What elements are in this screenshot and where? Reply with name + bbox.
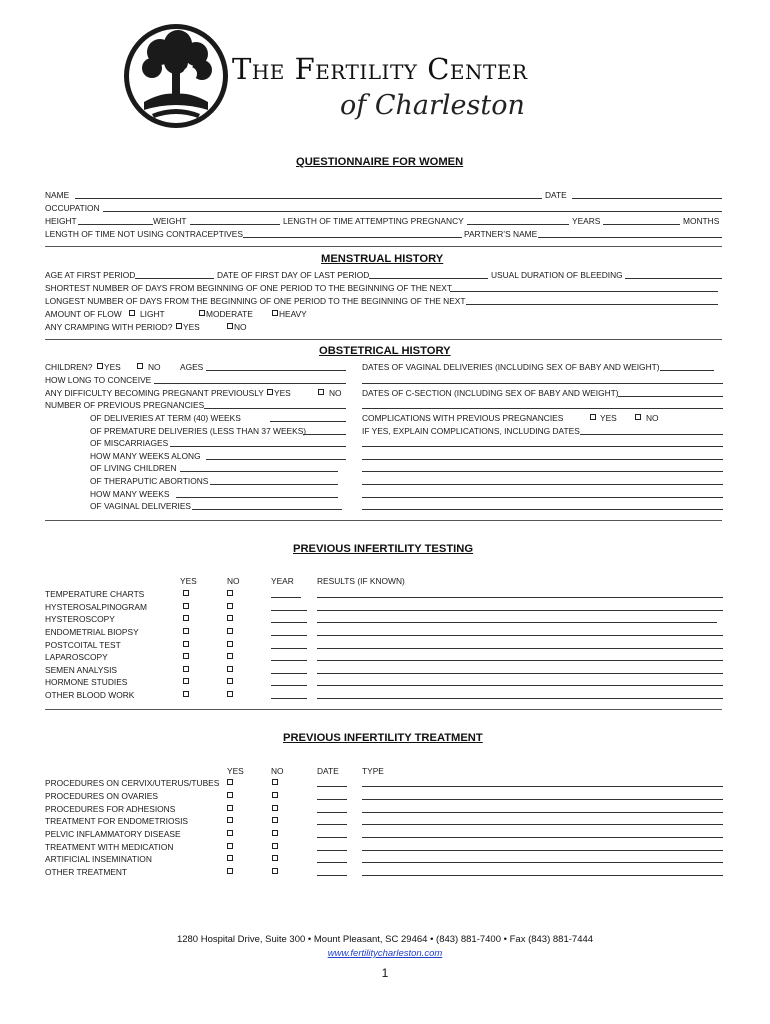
treatment-col-no: NO	[271, 766, 284, 776]
partners-name-field[interactable]	[538, 237, 722, 238]
testing-col-yes: YES	[180, 576, 197, 586]
sub-item-label: OF VAGINAL DELIVERIES	[90, 501, 191, 511]
length-attempting-label: LENGTH OF TIME ATTEMPTING PREGNANCY	[283, 216, 464, 226]
difficulty-no-checkbox[interactable]	[318, 389, 324, 395]
treatment-yes-checkbox[interactable]	[227, 805, 233, 811]
complications-no-label: NO	[646, 413, 659, 423]
testing-item-label: POSTCOITAL TEST	[45, 640, 121, 650]
testing-results-field[interactable]	[317, 610, 723, 611]
explain-line[interactable]	[362, 459, 723, 460]
testing-yes-checkbox[interactable]	[183, 590, 189, 596]
treatment-date-field[interactable]	[317, 812, 347, 813]
website-link[interactable]: www.fertilitycharleston.com	[327, 948, 443, 959]
treatment-no-checkbox[interactable]	[272, 805, 278, 811]
treatment-date-field[interactable]	[317, 837, 347, 838]
testing-results-field[interactable]	[317, 660, 723, 661]
name-label: NAME	[45, 190, 70, 200]
children-yes-checkbox[interactable]	[97, 363, 103, 369]
testing-item-label: LAPAROSCOPY	[45, 652, 108, 662]
testing-item-label: SEMEN ANALYSIS	[45, 665, 117, 675]
treatment-type-field[interactable]	[362, 850, 723, 851]
years-field[interactable]	[603, 224, 680, 225]
children-no-checkbox[interactable]	[137, 363, 143, 369]
height-field[interactable]	[78, 224, 153, 225]
treatment-item-label: TREATMENT FOR ENDOMETRIOSIS	[45, 816, 188, 826]
sub-item-field[interactable]	[303, 434, 346, 435]
months-label: MONTHS	[683, 216, 720, 226]
treatment-item-label: PELVIC INFLAMMATORY DISEASE	[45, 829, 181, 839]
testing-no-checkbox[interactable]	[227, 653, 233, 659]
treatment-no-checkbox[interactable]	[272, 792, 278, 798]
difficulty-yes-checkbox[interactable]	[267, 389, 273, 395]
complications-yes-checkbox[interactable]	[590, 414, 596, 420]
sub-item-field[interactable]	[170, 446, 346, 447]
sub-item-field[interactable]	[210, 484, 338, 485]
sub-item-label: OF PREMATURE DELIVERIES (LESS THAN 37 WEEKS)	[90, 426, 307, 436]
treatment-type-field[interactable]	[362, 875, 723, 876]
name-field[interactable]	[75, 198, 542, 199]
treatment-yes-checkbox[interactable]	[227, 779, 233, 785]
treatment-yes-checkbox[interactable]	[227, 843, 233, 849]
treatment-type-field[interactable]	[362, 799, 723, 800]
usual-duration-field[interactable]	[625, 278, 722, 279]
weight-field[interactable]	[190, 224, 280, 225]
treatment-no-checkbox[interactable]	[272, 817, 278, 823]
testing-yes-checkbox[interactable]	[183, 666, 189, 672]
treatment-type-field[interactable]	[362, 812, 723, 813]
testing-no-checkbox[interactable]	[227, 678, 233, 684]
footer-website-row	[0, 948, 770, 959]
footer-address: 1280 Hospital Drive, Suite 300 • Mount Pleasant, SC 29464 • (843) 881-7400 • Fax (843) 881-7444	[176, 934, 594, 945]
treatment-item-label: OTHER TREATMENT	[45, 867, 128, 877]
sub-item-label: HOW MANY WEEKS ALONG	[90, 451, 201, 461]
explain-line[interactable]	[362, 446, 723, 447]
flow-moderate-checkbox[interactable]	[199, 310, 205, 316]
explain-line[interactable]	[362, 471, 723, 472]
treatment-type-field[interactable]	[362, 862, 723, 863]
complications-no-checkbox[interactable]	[635, 414, 641, 420]
dates-vaginal-field-2[interactable]	[362, 383, 723, 384]
divider	[45, 709, 722, 710]
testing-item-label: ENDOMETRIAL BIOPSY	[45, 627, 139, 637]
usual-duration-label: USUAL DURATION OF BLEEDING	[491, 270, 623, 280]
cramping-yes-checkbox[interactable]	[176, 323, 182, 329]
flow-heavy-label: HEAVY	[279, 309, 307, 319]
flow-light-checkbox[interactable]	[129, 310, 135, 316]
testing-yes-checkbox[interactable]	[183, 603, 189, 609]
page-number: 1	[381, 966, 389, 980]
treatment-yes-checkbox[interactable]	[227, 830, 233, 836]
flow-light-label: LIGHT	[140, 309, 165, 319]
sub-item-label: OF LIVING CHILDREN	[90, 463, 177, 473]
testing-yes-checkbox[interactable]	[183, 641, 189, 647]
testing-item-label: HORMONE STUDIES	[45, 677, 128, 687]
cramping-label: ANY CRAMPING WITH PERIOD?	[45, 322, 173, 332]
treatment-item-label: PROCEDURES ON OVARIES	[45, 791, 158, 801]
treatment-yes-checkbox[interactable]	[227, 868, 233, 874]
amount-of-flow-label: AMOUNT OF FLOW	[45, 309, 122, 319]
testing-yes-checkbox[interactable]	[183, 628, 189, 634]
testing-no-checkbox[interactable]	[227, 641, 233, 647]
logo-title: The Fertility Center	[232, 52, 528, 86]
treatment-item-label: TREATMENT WITH MEDICATION	[45, 842, 174, 852]
testing-year-field[interactable]	[271, 597, 301, 598]
sub-item-field[interactable]	[192, 509, 342, 510]
flow-moderate-label: MODERATE	[206, 309, 253, 319]
sub-item-field[interactable]	[206, 459, 346, 460]
sub-item-field[interactable]	[176, 497, 338, 498]
tree-logo-icon	[122, 22, 230, 130]
testing-yes-checkbox[interactable]	[183, 691, 189, 697]
treatment-no-checkbox[interactable]	[272, 830, 278, 836]
explain-line[interactable]	[362, 509, 723, 510]
testing-no-checkbox[interactable]	[227, 691, 233, 697]
length-no-contraceptives-field[interactable]	[243, 237, 462, 238]
treatment-yes-checkbox[interactable]	[227, 855, 233, 861]
testing-no-checkbox[interactable]	[227, 603, 233, 609]
testing-results-field[interactable]	[317, 597, 723, 598]
height-label: HEIGHT	[45, 216, 77, 226]
treatment-item-label: PROCEDURES ON CERVIX/UTERUS/TUBES	[45, 778, 220, 788]
children-no-label: NO	[148, 362, 161, 372]
dates-vaginal-field[interactable]	[660, 370, 714, 371]
treatment-col-date: DATE	[317, 766, 339, 776]
testing-year-field[interactable]	[271, 660, 307, 661]
testing-item-label: HYSTEROSALPINOGRAM	[45, 602, 147, 612]
treatment-no-checkbox[interactable]	[272, 779, 278, 785]
if-yes-label: IF YES, EXPLAIN COMPLICATIONS, INCLUDING DATES	[362, 426, 580, 436]
menstrual-history-title: MENSTRUAL HISTORY	[321, 253, 444, 265]
length-attempting-field[interactable]	[467, 224, 569, 225]
testing-item-label: OTHER BLOOD WORK	[45, 690, 135, 700]
if-yes-field[interactable]	[580, 434, 723, 435]
occupation-label: OCCUPATION	[45, 203, 100, 213]
sub-item-label: OF THERAPUTIC ABORTIONS	[90, 476, 209, 486]
form-title: QUESTIONNAIRE FOR WOMEN	[296, 156, 464, 168]
treatment-date-field[interactable]	[317, 786, 347, 787]
number-prev-field[interactable]	[204, 408, 346, 409]
treatment-date-field[interactable]	[317, 799, 347, 800]
testing-no-checkbox[interactable]	[227, 628, 233, 634]
partners-name-label: PARTNER’S NAME	[464, 229, 538, 239]
testing-results-field[interactable]	[317, 673, 723, 674]
testing-yes-checkbox[interactable]	[183, 615, 189, 621]
difficulty-yes-label: YES	[274, 388, 291, 398]
flow-heavy-checkbox[interactable]	[272, 310, 278, 316]
testing-results-field[interactable]	[317, 685, 723, 686]
treatment-date-field[interactable]	[317, 850, 347, 851]
testing-no-checkbox[interactable]	[227, 666, 233, 672]
ages-field[interactable]	[206, 370, 346, 371]
treatment-date-field[interactable]	[317, 875, 347, 876]
shortest-days-field[interactable]	[450, 291, 718, 292]
treatment-no-checkbox[interactable]	[272, 855, 278, 861]
longest-days-label: LONGEST NUMBER OF DAYS FROM THE BEGINNING OF ONE PERIOD TO THE BEGINNING OF THE NEXT	[45, 296, 466, 306]
testing-year-field[interactable]	[271, 673, 307, 674]
how-long-label: HOW LONG TO CONCEIVE	[45, 375, 152, 385]
cramping-yes-label: YES	[183, 322, 200, 332]
treatment-yes-checkbox[interactable]	[227, 817, 233, 823]
divider	[45, 246, 722, 247]
testing-yes-checkbox[interactable]	[183, 678, 189, 684]
treatment-no-checkbox[interactable]	[272, 843, 278, 849]
age-first-period-label: AGE AT FIRST PERIOD	[45, 270, 136, 280]
testing-col-results: RESULTS (IF KNOWN)	[317, 576, 405, 586]
testing-year-field[interactable]	[271, 635, 307, 636]
dates-csection-field-2[interactable]	[362, 408, 723, 409]
children-yes-label: YES	[104, 362, 121, 372]
years-label: YEARS	[572, 216, 601, 226]
obstetrical-history-title: OBSTETRICAL HISTORY	[319, 345, 451, 357]
how-long-field[interactable]	[154, 383, 346, 384]
testing-results-field[interactable]	[317, 622, 717, 623]
testing-col-year: YEAR	[271, 576, 294, 586]
dates-csection-field[interactable]	[618, 396, 723, 397]
weight-label: WEIGHT	[153, 216, 187, 226]
length-no-contraceptives-label: LENGTH OF TIME NOT USING CONTRACEPTIVES	[45, 229, 243, 239]
explain-line[interactable]	[362, 484, 723, 485]
sub-item-label: HOW MANY WEEKS	[90, 489, 170, 499]
cramping-no-checkbox[interactable]	[227, 323, 233, 329]
difficulty-no-label: NO	[329, 388, 342, 398]
number-prev-label: NUMBER OF PREVIOUS PREGNANCIES	[45, 400, 205, 410]
date-field[interactable]	[572, 198, 722, 199]
treatment-item-label: PROCEDURES FOR ADHESIONS	[45, 804, 176, 814]
divider	[45, 339, 722, 340]
testing-results-field[interactable]	[317, 648, 723, 649]
cramping-no-label: NO	[234, 322, 247, 332]
treatment-item-label: ARTIFICIAL INSEMINATION	[45, 854, 152, 864]
treatment-type-field[interactable]	[362, 837, 723, 838]
difficulty-label: ANY DIFFICULTY BECOMING PREGNANT PREVIOUSLY	[45, 388, 264, 398]
sub-item-field[interactable]	[180, 471, 338, 472]
explain-line[interactable]	[362, 497, 723, 498]
dates-vaginal-label: DATES OF VAGINAL DELIVERIES (INCLUDING SEX OF BABY AND WEIGHT)	[362, 362, 660, 372]
testing-results-field[interactable]	[317, 635, 723, 636]
treatment-date-field[interactable]	[317, 862, 347, 863]
testing-no-checkbox[interactable]	[227, 615, 233, 621]
treatment-col-type: TYPE	[362, 766, 384, 776]
treatment-title: PREVIOUS INFERTILITY TREATMENT	[283, 732, 483, 744]
testing-item-label: HYSTEROSCOPY	[45, 614, 115, 624]
longest-days-field[interactable]	[466, 304, 718, 305]
testing-year-field[interactable]	[271, 685, 307, 686]
testing-yes-checkbox[interactable]	[183, 653, 189, 659]
treatment-date-field[interactable]	[317, 824, 347, 825]
treatment-no-checkbox[interactable]	[272, 868, 278, 874]
complications-yes-label: YES	[600, 413, 617, 423]
testing-no-checkbox[interactable]	[227, 590, 233, 596]
treatment-col-yes: YES	[227, 766, 244, 776]
sub-item-field[interactable]	[270, 421, 346, 422]
children-label: CHILDREN?	[45, 362, 93, 372]
ages-label: AGES	[180, 362, 204, 372]
shortest-days-label: SHORTEST NUMBER OF DAYS FROM BEGINNING OF ONE PERIOD TO THE BEGINNING OF THE NEXT	[45, 283, 453, 293]
date-first-day-field[interactable]	[369, 278, 488, 279]
date-first-day-label: DATE OF FIRST DAY OF LAST PERIOD	[217, 270, 370, 280]
testing-year-field[interactable]	[271, 698, 307, 699]
sub-item-label: OF DELIVERIES AT TERM (40) WEEKS	[90, 413, 241, 423]
testing-year-field[interactable]	[271, 622, 307, 623]
testing-results-field[interactable]	[317, 698, 723, 699]
logo-subtitle: of Charleston	[340, 90, 525, 121]
treatment-yes-checkbox[interactable]	[227, 792, 233, 798]
divider	[45, 520, 722, 521]
occupation-field[interactable]	[103, 211, 722, 212]
age-first-period-field[interactable]	[135, 278, 214, 279]
sub-item-label: OF MISCARRIAGES	[90, 438, 169, 448]
treatment-type-field[interactable]	[362, 786, 723, 787]
testing-item-label: TEMPERATURE CHARTS	[45, 589, 145, 599]
dates-csection-label: DATES OF C-SECTION (INCLUDING SEX OF BABY AND WEIGHT)	[362, 388, 619, 398]
treatment-type-field[interactable]	[362, 824, 723, 825]
testing-title: PREVIOUS INFERTILITY TESTING	[293, 543, 474, 555]
testing-year-field[interactable]	[271, 610, 307, 611]
testing-year-field[interactable]	[271, 648, 307, 649]
testing-col-no: NO	[227, 576, 240, 586]
complications-label: COMPLICATIONS WITH PREVIOUS PREGNANCIES	[362, 413, 564, 423]
date-label: DATE	[545, 190, 567, 200]
